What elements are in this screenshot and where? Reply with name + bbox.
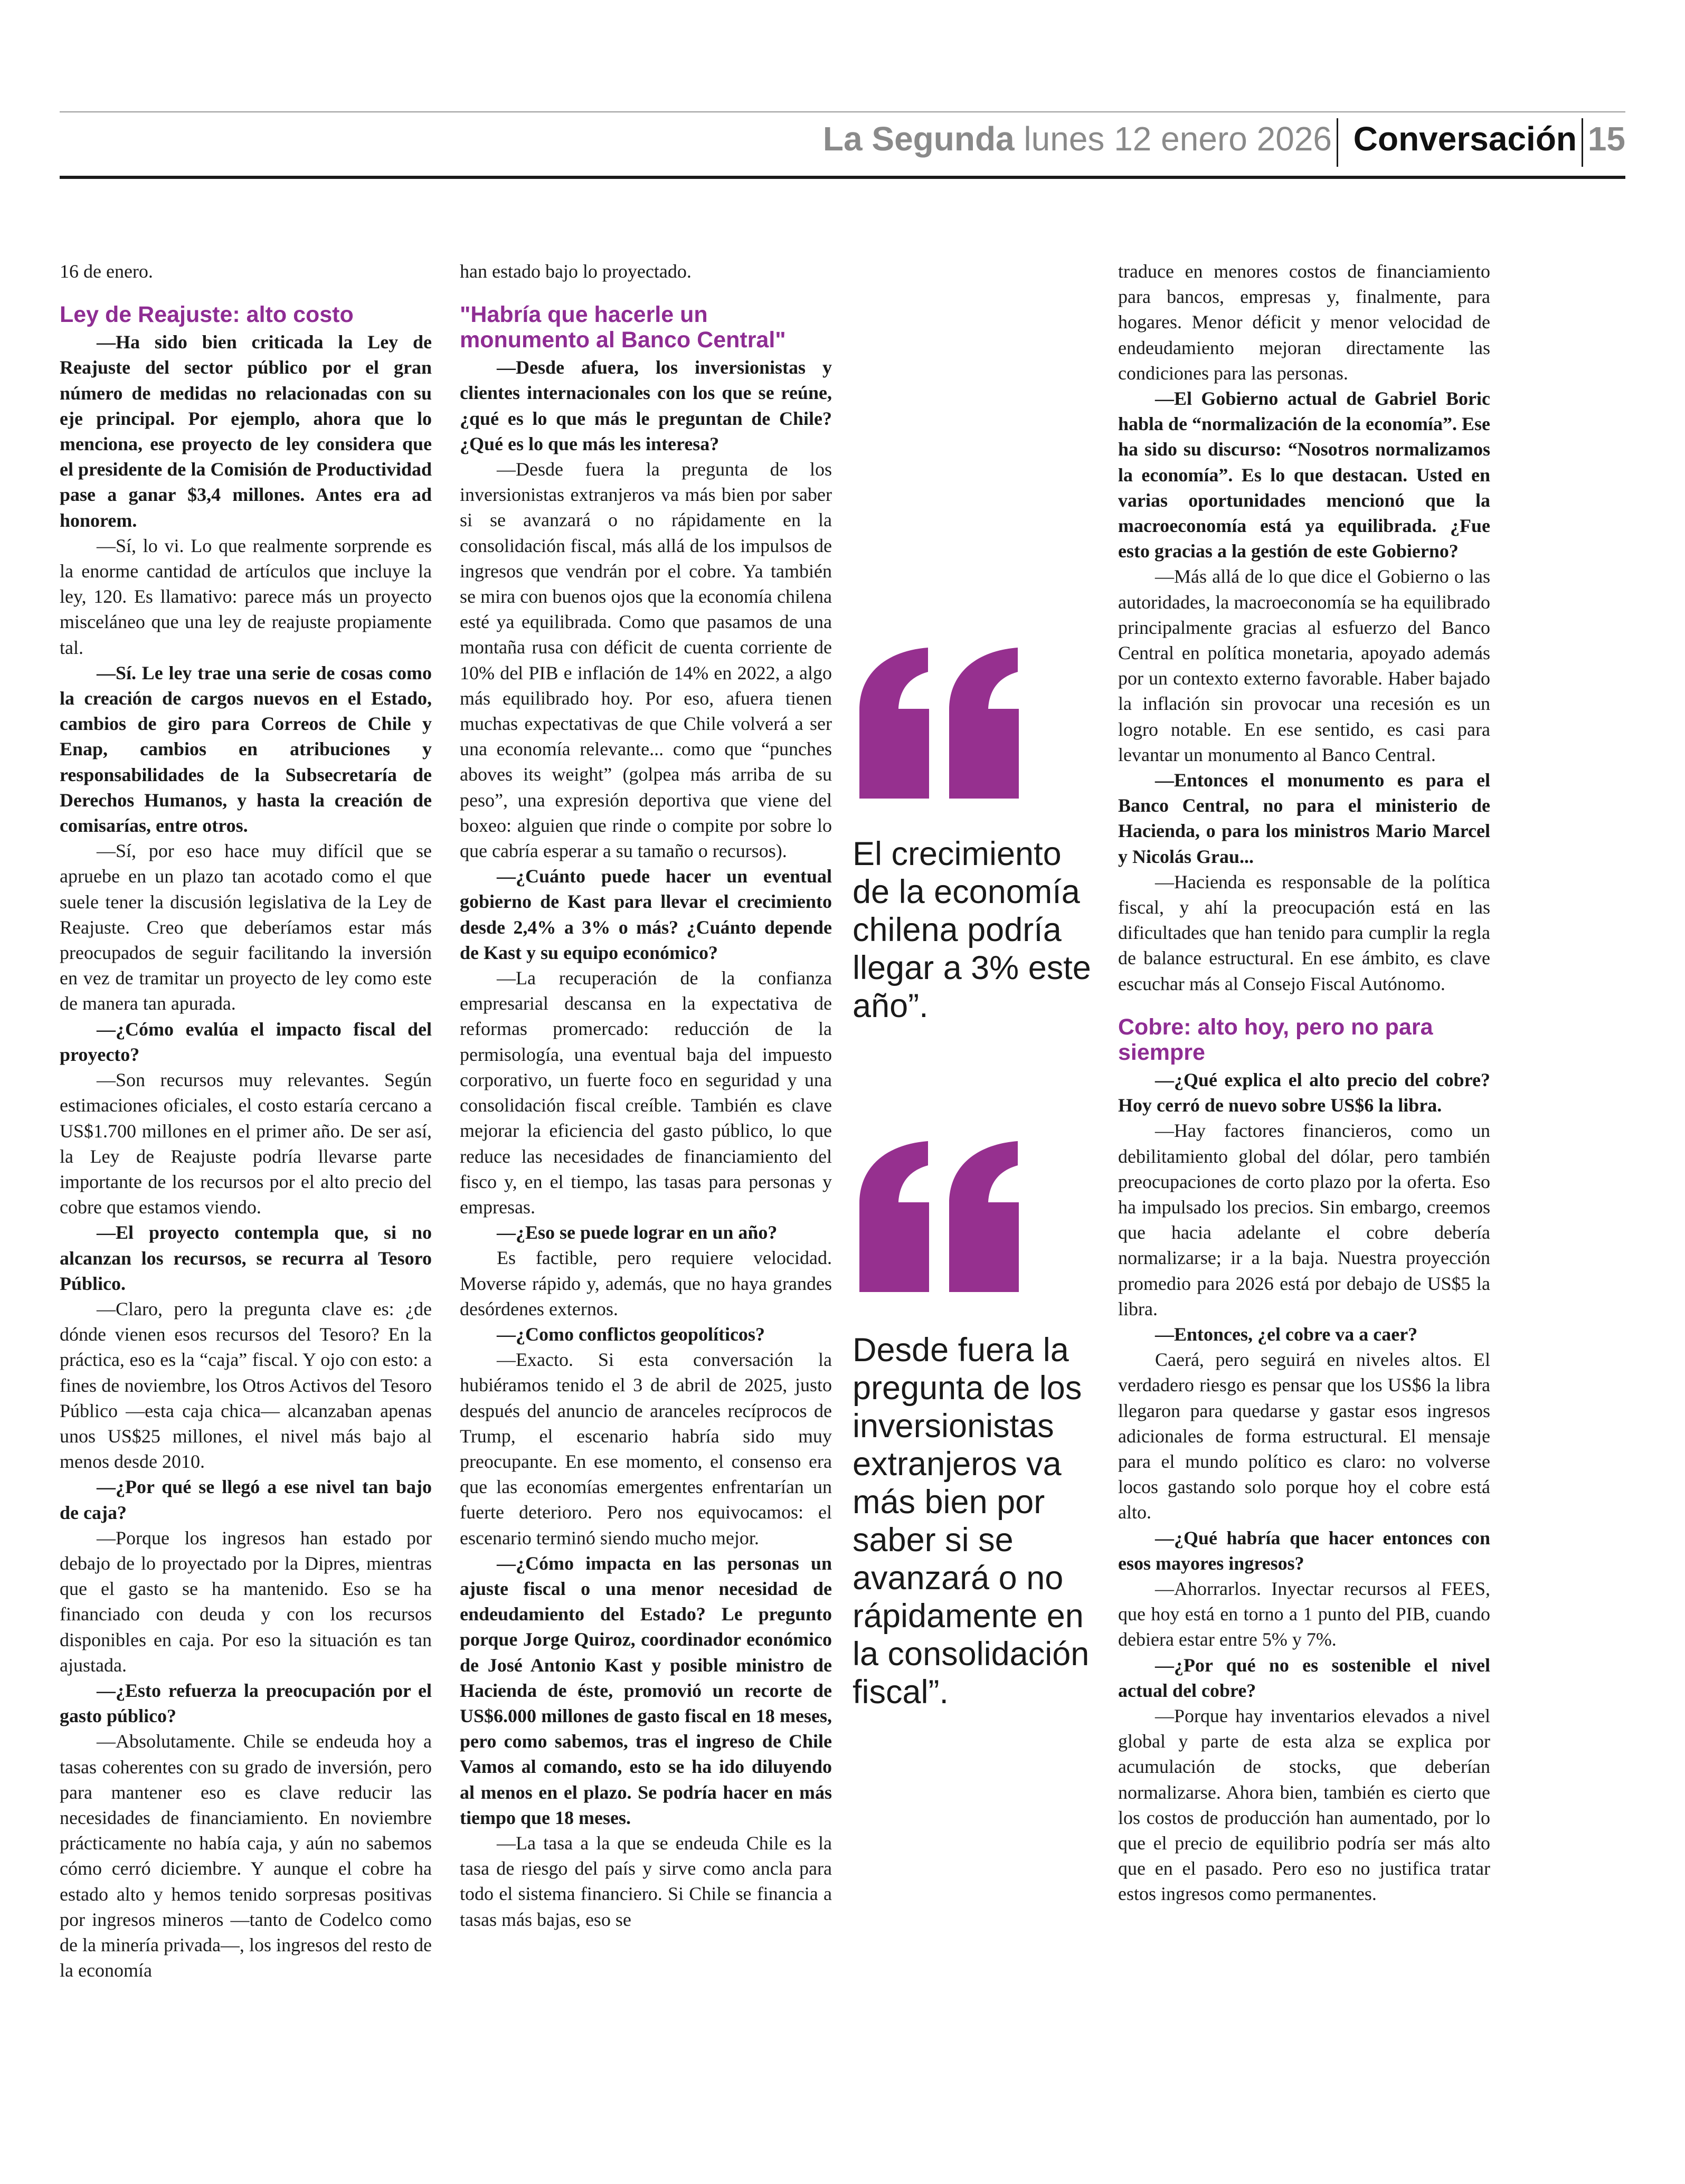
answer: —La tasa a la que se endeuda Chile es la tasa de riesgo del país y sirve como ancla para todo el sistema financiero. Si Chile se financia a tasas más bajas, eso se: [460, 1832, 832, 1930]
header-rule: [60, 176, 1625, 179]
page-number: 15: [1587, 120, 1625, 158]
question: —¿Cómo impacta en las personas un ajuste fiscal o una menor necesidad de endeudamiento del Estado? Le pregunto porque Jorge Quiroz, coordinador económico de José Antonio Kast y posible ministro de Hacienda de éste, promovió un recorte de US$6.000 millones de gasto fiscal en 18 meses, pero como sabemos, tras el ingreso de Chile Vamos al comando, esto se ha ido diluyendo al menos en el plazo. Se podría hacer en más tiempo que 18 meses.: [460, 1552, 832, 1828]
newspaper-date: [823, 119, 1332, 158]
top-thin-rule: [60, 111, 1625, 112]
paragraph: traduce en menores costos de financiamiento para bancos, empresas y, finalmente, para hogares. Menor déficit y menor velocidad de endeudamiento mejoran directamente las condiciones para las personas.: [1118, 261, 1490, 384]
issue-date: lunes 12 enero 2026: [1024, 120, 1332, 158]
question: —Ha sido bien criticada la Ley de Reajuste del sector público por el gran número de medidas no relacionadas con su eje principal. Por ejemplo, ahora que lo menciona, ese proyecto de ley considera que el presidente de la Comisión de Productividad pase a ganar $3,4 millones. Antes era ad honorem.: [60, 331, 432, 531]
article-column-2: [460, 259, 832, 1932]
pull-quote-1: El crecimiento de la economía chilena podría llegar a 3% este año”.: [853, 835, 1091, 1024]
header-separator: [1582, 118, 1583, 167]
answer: —Porque hay inventarios elevados a nivel global y parte de esta alza se explica por acumulación de stocks, que deberían normalizarse. Ahora bien, también es cierto que los costos de producción han aumentado, por lo que el precio de equilibrio podría ser más alto que en el pasado. Pero eso no justifica tratar estos ingresos como permanentes.: [1118, 1705, 1490, 1905]
question: —Desde afuera, los inversionistas y clientes internacionales con los que se reúne, ¿qué es lo que más le preguntan de Chile? ¿Qué es lo que más les interesa?: [460, 357, 832, 454]
subheading: "Habría que hacerle un monumento al Banco Central": [460, 302, 786, 353]
answer: —Absolutamente. Chile se endeuda hoy a tasas coherentes con su grado de inversión, pero para mantener eso es clave reducir las necesidades de financiamiento. En noviembre prácticamente no había caja, y aún no sabemos cómo cerró diciembre. Y aunque el cobre ha estado alto y hemos tenido sorpresas positivas por ingresos mineros —tanto de Codelco como de la minería privada—, los ingresos del resto de la economía: [60, 1731, 432, 1981]
question: —El Gobierno actual de Gabriel Boric habla de “normalización de la economía”. Ese ha sido su discurso: “Nosotros normalizamos la economía”. Es lo que destacan. Usted en varias oportunidades mencionó que la macroeconomía está ya equilibrada. ¿Fue esto gracias a la gestión de este Gobierno?: [1118, 388, 1490, 562]
answer: —Claro, pero la pregunta clave es: ¿de dónde vienen esos recursos del Tesoro? En la práctica, eso es la “caja” fiscal. Y ojo con esto: a fines de noviembre, los Otros Activos del Tesoro Público —esta caja chica— alcanzaban apenas unos US$25 millones, el nivel más bajo al menos desde 2010.: [60, 1298, 432, 1473]
header-separator: [1337, 118, 1338, 167]
answer: Caerá, pero seguirá en niveles altos. El verdadero riesgo es pensar que los US$6 la libra llegaron para quedarse y gastar esos ingresos adicionales de forma estructural. El mensaje para el mundo político es claro: no volverse locos gastando solo porque hoy el cobre está alto.: [1118, 1349, 1490, 1523]
open-quote-icon: [850, 1140, 1029, 1293]
answer: —La recuperación de la confianza empresarial descansa en la expectativa de reformas promercado: reducción de la permisología, una eventual baja del impuesto corporativo, un fuerte foco en seguridad y una consolidación fiscal creíble. También es clave mejorar la eficiencia del gasto público, lo que reduce las necesidades de financiamiento del fisco y, en el tiempo, las tasas para personas y empresas.: [460, 967, 832, 1218]
subheading: Ley de Reajuste: alto costo: [60, 302, 354, 328]
question: —Entonces, ¿el cobre va a caer?: [1155, 1323, 1418, 1345]
question: —Entonces el monumento es para el Banco Central, no para el ministerio de Hacienda, o para los ministros Mario Marcel y Nicolás Grau...: [1118, 770, 1490, 867]
question: —¿Por qué no es sostenible el nivel actual del cobre?: [1118, 1654, 1490, 1701]
answer: —Más allá de lo que dice el Gobierno o las autoridades, la macroeconomía se ha equilibrado principalmente gracias al esfuerzo del Banco Central en política monetaria, apoyado además por un contexto externo favorable. Haber bajado la inflación sin provocar una recesión es un logro notable. En ese sentido, es casi para levantar un monumento al Banco Central.: [1118, 566, 1490, 765]
question: —Sí. Le ley trae una serie de cosas como la creación de cargos nuevos en el Estado, cambios de giro para Correos de Chile y Enap, cambios en atribuciones y responsabilidades de la Subsecretaría de Derechos Humanos, y hasta la creación de comisarías, entre otros.: [60, 662, 432, 837]
open-quote-icon: [850, 647, 1029, 800]
question: —¿Como conflictos geopolíticos?: [497, 1323, 765, 1345]
article-column-1: [60, 259, 432, 1983]
answer: —Hacienda es responsable de la política fiscal, y ahí la preocupación está en las dificultades que han tenido para cumplir la regla de balance estructural. En ese ámbito, es clave escuchar más al Consejo Fiscal Autónomo.: [1118, 871, 1490, 994]
question: —¿Cuánto puede hacer un eventual gobierno de Kast para llevar el crecimiento desde 2,4% a 3% o más? ¿Cuánto depende de Kast y su equipo económico?: [460, 866, 832, 963]
question: —¿Cómo evalúa el impacto fiscal del proyecto?: [60, 1018, 432, 1065]
paragraph: han estado bajo lo proyectado.: [460, 261, 692, 282]
answer: —Hay factores financieros, como un debilitamiento global del dólar, pero también preocupaciones de corto plazo por la oferta. Eso ha impulsado los precios. Sin embargo, creemos que hacia adelante el cobre debería normalizarse; ir a la baja. Nuestra proyección promedio para 2026 está por debajo de US$5 la libra.: [1118, 1120, 1490, 1319]
paragraph: 16 de enero.: [60, 261, 153, 282]
answer: —Exacto. Si esta conversación la hubiéramos tenido el 3 de abril de 2025, justo después del anuncio de aranceles recíprocos de Trump, el escenario habría sido muy preocupante. En ese momento, el consenso era que las economías emergentes enfrentarían un fuerte deterioro. Pero nos equivocamos: el escenario terminó siendo mucho mejor.: [460, 1349, 832, 1549]
section-name: Conversación: [1353, 120, 1577, 158]
answer: —Sí, por eso hace muy difícil que se apruebe en un plazo tan acotado como el que suele tener la discusión legislativa de la Ley de Reajuste. Creo que deberíamos estar más preocupados de seguir facilitando la inversión en vez de tramitar un proyecto de ley como este de manera tan apurada.: [60, 840, 432, 1014]
article-column-4: [1118, 259, 1490, 1907]
answer: —Ahorrarlos. Inyectar recursos al FEES, que hoy está en torno a 1 punto del PIB, cuando debiera estar entre 5% y 7%.: [1118, 1578, 1490, 1650]
question: —¿Por qué se llegó a ese nivel tan bajo de caja?: [60, 1476, 432, 1523]
answer: —Son recursos muy relevantes. Según estimaciones oficiales, el costo estaría cercano a US$1.700 millones en el primer año. De ser así, la Ley de Reajuste podría llevarse parte importante de los recursos por el alto precio del cobre que estamos viendo.: [60, 1069, 432, 1218]
question: —¿Qué explica el alto precio del cobre? Hoy cerró de nuevo sobre US$6 la libra.: [1118, 1069, 1490, 1116]
page-header: [60, 115, 1625, 173]
subheading: Cobre: alto hoy, pero no para siempre: [1118, 1014, 1433, 1065]
answer: —Porque los ingresos han estado por debajo de lo proyectado por la Dipres, mientras que el gasto se ha mantenido. Eso se ha financiado con deuda y con los recursos disponibles en caja. Por eso la situación es tan ajustada.: [60, 1527, 432, 1676]
question: —El proyecto contempla que, si no alcanzan los recursos, se recurra al Tesoro Público.: [60, 1222, 432, 1294]
pull-quote-2: Desde fuera la pregunta de los inversionistas extranjeros va más bien por saber si se avanzará o no rápidamente en la consolidación fiscal”.: [853, 1332, 1090, 1711]
answer: Es factible, pero requiere velocidad. Moverse rápido y, además, que no haya grandes desórdenes externos.: [460, 1247, 832, 1319]
answer: —Sí, lo vi. Lo que realmente sorprende es la enorme cantidad de artículos que incluye la ley, 120. Es llamativo: parece más un proyecto misceláneo que una ley de reajuste propiamente tal.: [60, 535, 432, 658]
question: —¿Esto refuerza la preocupación por el gasto público?: [60, 1679, 432, 1727]
question: —¿Qué habría que hacer entonces con esos mayores ingresos?: [1118, 1527, 1490, 1574]
question: —¿Eso se puede lograr en un año?: [497, 1222, 778, 1243]
answer: —Desde fuera la pregunta de los inversionistas extranjeros va más bien por saber si se avanzará o no rápidamente en la consolidación fiscal, más allá de los impulsos de ingresos que vendrán por el cobre. Ya también se mira con buenos ojos que la economía chilena esté ya equilibrada. Como que pasamos de una montaña rusa con déficit de cuenta corriente de 10% del PIB e inflación de 14% en 2022, a algo más equilibrado hoy. Por eso, afuera tienen muchas expectativas de que Chile volverá a ser una economía relevante... como que “punches aboves its weight” (golpea más arriba de su peso”, una expresión deportiva que viene del boxeo: alguien que rinde o compite por sobre lo que cabría esperar a su tamaño o recursos).: [460, 459, 832, 862]
newspaper-name: La Segunda: [822, 120, 1015, 158]
